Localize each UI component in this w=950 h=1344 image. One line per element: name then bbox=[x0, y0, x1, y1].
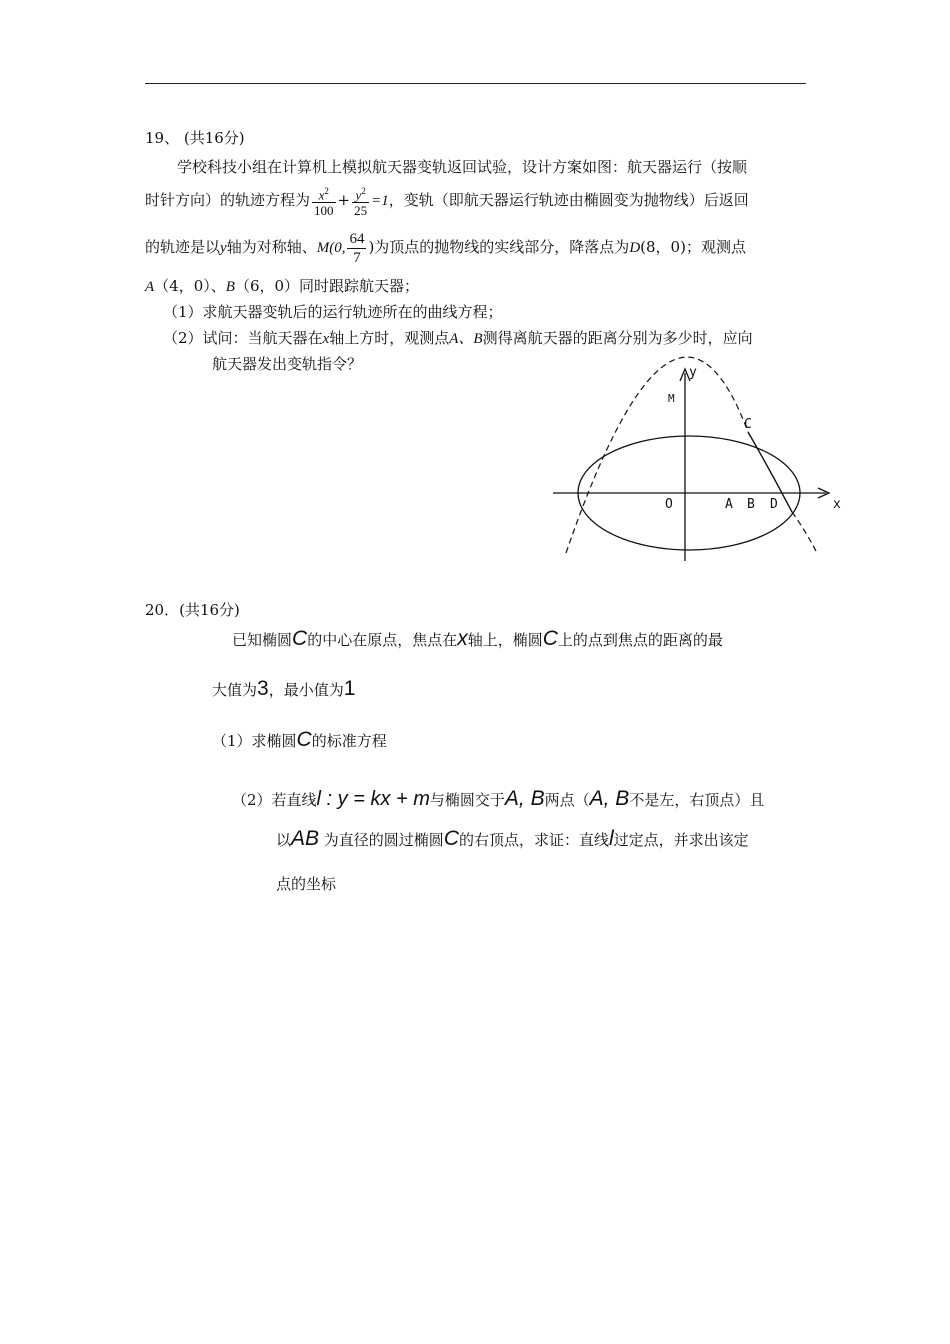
var-B: B bbox=[225, 279, 235, 295]
text-segment: （4，0）、 bbox=[154, 277, 226, 295]
text-segment: （1）求椭圆 bbox=[212, 732, 297, 750]
parabola-dashed bbox=[566, 357, 748, 553]
q20-paragraph-line1 bbox=[232, 624, 723, 655]
label-y: y bbox=[689, 365, 697, 380]
text-segment: (8，0)；观测点 bbox=[640, 238, 746, 256]
text-segment: 两点（ bbox=[544, 791, 590, 809]
text-segment: (0, bbox=[329, 240, 346, 256]
frac-den: 7 bbox=[353, 249, 361, 266]
text-segment: 测得离航天器的距离分别为多少时，应向 bbox=[482, 329, 753, 347]
text-segment: 的中心在原点，焦点在 bbox=[307, 631, 458, 649]
plus-sign: + bbox=[337, 191, 351, 210]
points-A-B: A, B bbox=[589, 787, 630, 810]
var-C: C bbox=[296, 728, 312, 751]
text-segment: （6，0）同时跟踪航天器； bbox=[234, 277, 420, 295]
label-x: x bbox=[833, 497, 841, 512]
var-D: D bbox=[629, 240, 641, 256]
text-segment: 轴上方时，观测点 bbox=[329, 329, 450, 347]
label-M: M bbox=[668, 392, 675, 405]
text-segment: 不是左，右顶点）且 bbox=[629, 791, 765, 809]
var-C: C bbox=[542, 627, 558, 650]
equals-one: =1 bbox=[371, 193, 389, 210]
parabola-dashed-tail bbox=[792, 512, 817, 553]
q20-paragraph-line2 bbox=[212, 674, 355, 705]
text-segment: 为直径的圆过椭圆 bbox=[319, 831, 444, 849]
q19-subquestion-2-cont: 航天器发出变轨指令？ bbox=[212, 355, 363, 373]
text-segment: 过定点，并求出该定 bbox=[613, 831, 749, 849]
text-segment: （2）试问：当航天器在 bbox=[163, 329, 323, 347]
var-A: A bbox=[145, 279, 155, 295]
text-segment: 上的点到焦点的距离的最 bbox=[557, 631, 723, 649]
text-segment: 轴为对称轴、 bbox=[226, 238, 317, 256]
var-A-B: A、B bbox=[449, 331, 483, 347]
q19-header: 19、 (共16分) bbox=[145, 129, 245, 147]
var-y: y bbox=[220, 240, 227, 256]
var-C: C bbox=[443, 827, 459, 850]
var-l: l bbox=[609, 827, 614, 850]
label-B: B bbox=[747, 497, 755, 512]
text-segment: 与椭圆交于 bbox=[429, 791, 505, 809]
frac-den: 25 bbox=[354, 203, 368, 219]
var-x: x bbox=[457, 627, 468, 650]
frac-sup: 2 bbox=[361, 186, 366, 196]
q20-subquestion-2 bbox=[232, 783, 764, 816]
q20-subquestion-1 bbox=[212, 725, 387, 756]
var-M: M bbox=[316, 240, 330, 256]
var-C: C bbox=[292, 627, 308, 650]
text-segment: 以 bbox=[276, 831, 292, 849]
text-segment: 已知椭圆 bbox=[232, 631, 293, 649]
q19-subquestion-1: （1）求航天器变轨后的运行轨迹所在的曲线方程； bbox=[163, 303, 503, 321]
points-A-B: A, B bbox=[504, 787, 545, 810]
text-segment: 大值为 bbox=[212, 681, 258, 699]
frac-num: y bbox=[355, 187, 362, 203]
var-x: x bbox=[322, 331, 330, 347]
text-segment: 时针方向）的轨迹方程为 bbox=[145, 191, 311, 210]
frac-sup: 2 bbox=[324, 186, 329, 196]
text-segment: 的轨迹是以 bbox=[145, 238, 221, 256]
value-3: 3 bbox=[257, 677, 269, 700]
text-segment: 轴上，椭圆 bbox=[467, 631, 543, 649]
label-C: C bbox=[744, 417, 752, 432]
segment-AB: AB bbox=[291, 827, 320, 850]
text-segment: 的右顶点，求证：直线 bbox=[458, 831, 609, 849]
q19-paragraph-line1: 学校科技小组在计算机上模拟航天器变轨返回试验，设计方案如图：航天器运行（按顺 bbox=[177, 158, 748, 176]
label-O: O bbox=[665, 497, 673, 512]
text-segment: ，最小值为 bbox=[268, 681, 344, 699]
q20-header: 20．(共16分) bbox=[145, 601, 240, 619]
frac-num: x bbox=[318, 187, 325, 203]
frac-num: 64 bbox=[349, 230, 365, 247]
value-1: 1 bbox=[343, 677, 356, 700]
text-segment: ，变轨（即航天器运行轨迹由椭圆变为抛物线）后返回 bbox=[388, 191, 749, 210]
text-segment: )为顶点的抛物线的实线部分，降落点为 bbox=[368, 238, 630, 256]
frac-den: 100 bbox=[314, 203, 334, 219]
label-D: D bbox=[770, 497, 778, 512]
text-segment: 的标准方程 bbox=[311, 732, 387, 750]
label-A: A bbox=[725, 497, 733, 512]
q20-subquestion-2-line3: 点的坐标 bbox=[276, 875, 337, 893]
text-segment: （2）若直线 bbox=[232, 791, 317, 809]
q20-subquestion-2-line2 bbox=[276, 823, 749, 856]
line-equation: l : y = kx + m bbox=[316, 788, 430, 810]
